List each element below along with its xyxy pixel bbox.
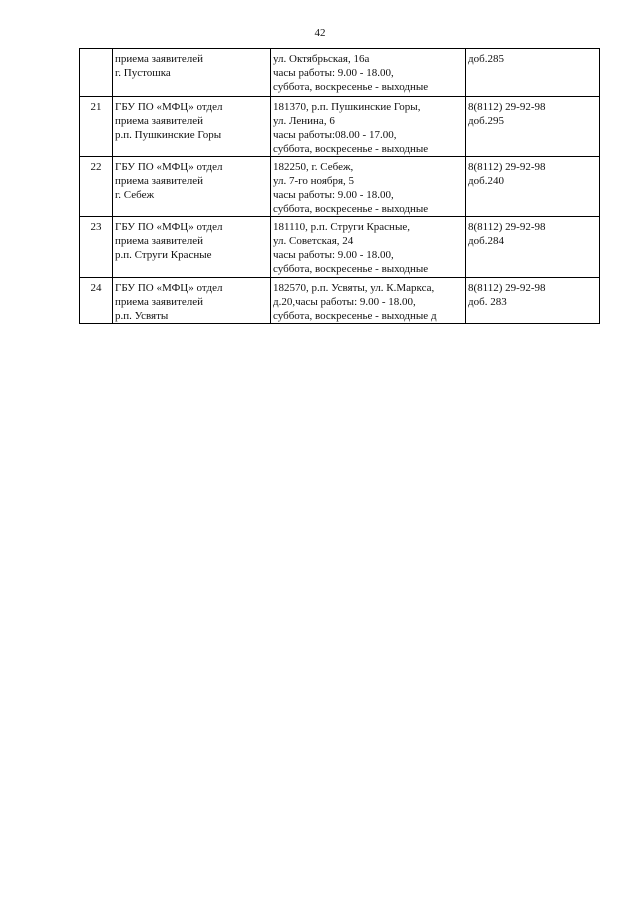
office-address-line: 182570, р.п. Усвяты, ул. К.Маркса,: [273, 282, 435, 294]
office-address-line: часы работы: 9.00 - 18.00,: [273, 67, 394, 79]
office-name: [113, 217, 271, 278]
office-address: [271, 157, 466, 217]
office-name: [113, 49, 271, 97]
office-name-line: приема заявителей: [115, 296, 203, 308]
office-name: [113, 278, 271, 324]
office-address-line: д.20,часы работы: 9.00 - 18.00,: [273, 296, 416, 308]
office-name: [113, 97, 271, 157]
office-phone-line: доб.285: [468, 53, 504, 65]
office-phone-line: доб.284: [468, 235, 504, 247]
office-address-line: ул. Советская, 24: [273, 235, 354, 247]
office-phone-line: 8(8112) 29-92-98: [468, 101, 546, 113]
office-name-line: ГБУ ПО «МФЦ» отдел: [115, 101, 223, 113]
table-row: [80, 49, 600, 97]
office-phone-line: 8(8112) 29-92-98: [468, 282, 546, 294]
office-phone: [466, 157, 600, 217]
table-row: [80, 217, 600, 278]
office-name-line: ГБУ ПО «МФЦ» отдел: [115, 221, 223, 233]
table-row: [80, 157, 600, 217]
office-address-line: ул. Ленина, 6: [273, 115, 335, 127]
office-phone: [466, 49, 600, 97]
office-name-line: р.п. Пушкинские Горы: [115, 129, 222, 141]
office-name-line: приема заявителей: [115, 115, 203, 127]
office-name-line: приема заявителей: [115, 53, 203, 65]
table-row: [80, 278, 600, 324]
office-address-line: ул. 7-го ноября, 5: [273, 175, 355, 187]
office-name-line: р.п. Струги Красные: [115, 249, 212, 261]
office-name-line: приема заявителей: [115, 175, 203, 187]
office-phone: [466, 97, 600, 157]
office-address-line: ул. Октябрьская, 16а: [273, 53, 370, 65]
office-phone: [466, 217, 600, 278]
office-name-line: р.п. Усвяты: [115, 310, 169, 322]
offices-table-body: [80, 49, 600, 324]
office-address-line: часы работы:08.00 - 17.00,: [273, 129, 397, 141]
office-phone-line: 8(8112) 29-92-98: [468, 161, 546, 173]
offices-table: [79, 48, 600, 324]
office-phone: [466, 278, 600, 324]
office-name-line: ГБУ ПО «МФЦ» отдел: [115, 161, 223, 173]
office-name-line: г. Пустошка: [115, 67, 171, 79]
row-number: 24: [80, 278, 113, 324]
office-address-line: 181110, р.п. Струги Красные,: [273, 221, 410, 233]
office-name-line: г. Себеж: [115, 189, 155, 201]
office-address: [271, 217, 466, 278]
office-address: [271, 97, 466, 157]
office-phone-line: доб.295: [468, 115, 504, 127]
office-address-line: суббота, воскресенье - выходные д: [273, 310, 437, 322]
office-address: [271, 278, 466, 324]
office-name-line: ГБУ ПО «МФЦ» отдел: [115, 282, 223, 294]
office-address-line: суббота, воскресенье - выходные: [273, 81, 429, 93]
office-address-line: суббота, воскресенье - выходные: [273, 143, 429, 155]
table-row: [80, 97, 600, 157]
office-phone-line: 8(8112) 29-92-98: [468, 221, 546, 233]
row-number: [80, 49, 113, 97]
office-address-line: часы работы: 9.00 - 18.00,: [273, 189, 394, 201]
row-number: 21: [80, 97, 113, 157]
office-address-line: суббота, воскресенье - выходные: [273, 203, 429, 215]
page-number: 42: [314, 27, 326, 39]
office-name: [113, 157, 271, 217]
office-address-line: 181370, р.п. Пушкинские Горы,: [273, 101, 421, 113]
office-address-line: 182250, г. Себеж,: [273, 161, 354, 173]
office-phone-line: доб.240: [468, 175, 504, 187]
office-address: [271, 49, 466, 97]
office-address-line: суббота, воскресенье - выходные: [273, 263, 429, 275]
row-number: 22: [80, 157, 113, 217]
office-phone-line: доб. 283: [468, 296, 507, 308]
office-name-line: приема заявителей: [115, 235, 203, 247]
row-number: 23: [80, 217, 113, 278]
office-address-line: часы работы: 9.00 - 18.00,: [273, 249, 394, 261]
